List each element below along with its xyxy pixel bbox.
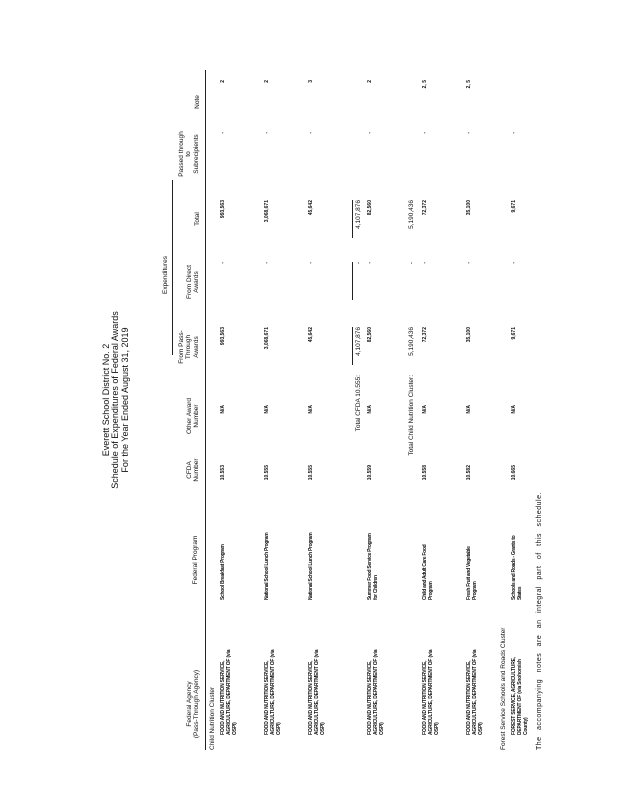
table-row-4-cfda: 10.559 <box>367 465 373 481</box>
subtotal-rule-total <box>352 200 353 238</box>
table-row-3-cfda: 10.555 <box>308 465 314 481</box>
table-row-5-subrecipients: - <box>422 132 428 134</box>
table-row-7-agency: FOREST SERVICE, AGRICULTURE, DEPARTMENT OF (via Snohomish County) <box>511 657 529 735</box>
agency-header: Federal Agency (Pass-Through Agency) <box>186 669 201 739</box>
cluster-total-label: Total Child Nutrition Cluster: <box>408 375 415 456</box>
table-row-6-program: Fresh Fruit and Vegetable Program <box>466 546 478 600</box>
table-row-5-cfda: 10.558 <box>422 465 428 481</box>
cfda-total-label: Total CFDA 10.555: <box>355 375 362 432</box>
title-block <box>102 50 130 750</box>
table-row-3-note: 3 <box>308 80 314 83</box>
schedule-title: Schedule of Expenditures of Federal Awards <box>110 311 121 489</box>
table-row-3-award: N/A <box>308 405 314 414</box>
cluster-label-forest: Forest Service Schools and Roads Cluster <box>500 627 507 750</box>
passthrough-header: From Pass- Through Awards <box>178 330 200 364</box>
table-row-2-passthrough: 3,068,671 <box>264 327 270 350</box>
award-header: Other Award Number <box>186 398 201 435</box>
table-row-7-passthrough: 9,671 <box>511 327 517 340</box>
table-row-5-passthrough: 72,372 <box>422 327 428 343</box>
table-row-1-passthrough: 993,563 <box>220 327 226 346</box>
note-header: Note <box>194 95 201 109</box>
table-row-5-agency: FOOD AND NUTRITION SERVICE, AGRICULTURE, DEPARTMENT OF (via OSPI) <box>422 649 440 735</box>
table-row-3-subrecipients: - <box>308 132 314 134</box>
cfda-total-total: 4,107,876 <box>355 200 362 229</box>
table-row-3-agency: FOOD AND NUTRITION SERVICE, AGRICULTURE, DEPARTMENT OF (via OSPI) <box>308 649 326 735</box>
table-row-4-total: 82,560 <box>367 200 373 216</box>
table-row-4-passthrough: 82,560 <box>367 327 373 343</box>
table-row-1-subrecipients: - <box>220 132 226 134</box>
table-row-2-total: 3,068,671 <box>264 200 270 223</box>
header-rule <box>205 70 206 750</box>
cfda-header: CFDA Number <box>186 458 201 482</box>
total-header: Total <box>194 212 201 226</box>
cfda-total-direct: - <box>355 262 362 265</box>
table-row-5-note: 2, 5 <box>422 80 428 89</box>
table-row-3-direct: - <box>308 262 314 264</box>
expenditures-group-header: Expenditures <box>162 256 169 294</box>
table-row-3-total: 45,642 <box>308 200 314 216</box>
table-row-7-program: Schools and Roads - Grants to States <box>511 535 523 600</box>
table-row-7-direct: - <box>511 262 517 264</box>
table-row-4-award: N/A <box>367 405 373 414</box>
table-row-1-agency: FOOD AND NUTRITION SERVICE, AGRICULTURE, DEPARTMENT OF (via OSPI) <box>220 649 238 735</box>
table-row-7-total: 9,671 <box>511 200 517 213</box>
table-row-2-program: National School Lunch Program <box>264 532 270 600</box>
table-row-6-agency: FOOD AND NUTRITION SERVICE, AGRICULTURE, DEPARTMENT OF (via OSPI) <box>466 649 484 735</box>
table-row-2-direct: - <box>264 262 270 264</box>
table-row-2-cfda: 10.555 <box>264 465 270 481</box>
table-row-4-direct: - <box>367 262 373 264</box>
cluster-label-child-nutrition: Child Nutrition Cluster <box>209 686 216 750</box>
table-row-6-cfda: 10.582 <box>466 465 472 481</box>
subtotal-rule-passthrough <box>352 327 353 365</box>
footnote: The accompanying notes are an integral part of this schedule. <box>536 492 543 750</box>
table-row-6-award: N/A <box>466 405 472 414</box>
table-row-2-agency: FOOD AND NUTRITION SERVICE, AGRICULTURE, DEPARTMENT OF (via OSPI) <box>264 649 282 735</box>
subtotal-rule-direct <box>352 262 353 300</box>
table-row-5-total: 72,372 <box>422 200 428 216</box>
direct-header: From Direct Awards <box>186 265 201 299</box>
table-row-6-passthrough: 35,100 <box>466 327 472 343</box>
expenditures-rule <box>172 180 173 355</box>
cluster-total-direct: - <box>408 262 415 265</box>
cfda-total-passthrough: 4,107,876 <box>355 327 362 356</box>
table-row-4-agency: FOOD AND NUTRITION SERVICE, AGRICULTURE, DEPARTMENT OF (via OSPI) <box>367 649 385 735</box>
table-row-6-total: 35,100 <box>466 200 472 216</box>
table-row-4-subrecipients: - <box>367 132 373 134</box>
table-row-3-passthrough: 45,642 <box>308 327 314 343</box>
table-row-2-subrecipients: - <box>264 132 270 134</box>
table-row-6-direct: - <box>466 262 472 264</box>
table-row-5-direct: - <box>422 262 428 264</box>
table-row-6-note: 2, 5 <box>466 80 472 89</box>
table-row-5-award: N/A <box>422 405 428 414</box>
table-row-1-total: 993,563 <box>220 200 226 219</box>
table-row-1-award: N/A <box>220 405 226 414</box>
table-row-3-program: National School Lunch Program <box>308 532 314 600</box>
table-row-7-award: N/A <box>511 405 517 414</box>
table-row-4-program: Summer Food Service Program for Children <box>367 533 379 600</box>
table-row-5-program: Child and Adult Care Food Program <box>422 544 434 600</box>
table-row-7-subrecipients: - <box>511 132 517 134</box>
federal-awards-schedule <box>74 50 544 750</box>
district-name: Everett School District No. 2 <box>101 343 111 457</box>
table-row-1-program: School Breakfast Program <box>220 544 226 600</box>
subrecipients-header: Passed through to Subrecipients <box>178 131 200 177</box>
table-row-2-note: 2 <box>264 80 270 83</box>
table-row-7-cfda: 10.665 <box>511 465 517 481</box>
cluster-total-total: 5,190,436 <box>408 200 415 229</box>
table-row-1-cfda: 10.553 <box>220 465 226 481</box>
table-row-1-direct: - <box>220 262 226 264</box>
table-row-1-note: 2 <box>220 80 226 83</box>
table-row-6-subrecipients: - <box>466 132 472 134</box>
program-header: Federal Program <box>192 535 199 585</box>
table-row-4-note: 2 <box>367 80 373 83</box>
table-row-2-award: N/A <box>264 405 270 414</box>
period-line: For the Year Ended August 31, 2019 <box>119 327 130 473</box>
cluster-total-passthrough: 5,190,436 <box>408 327 415 356</box>
